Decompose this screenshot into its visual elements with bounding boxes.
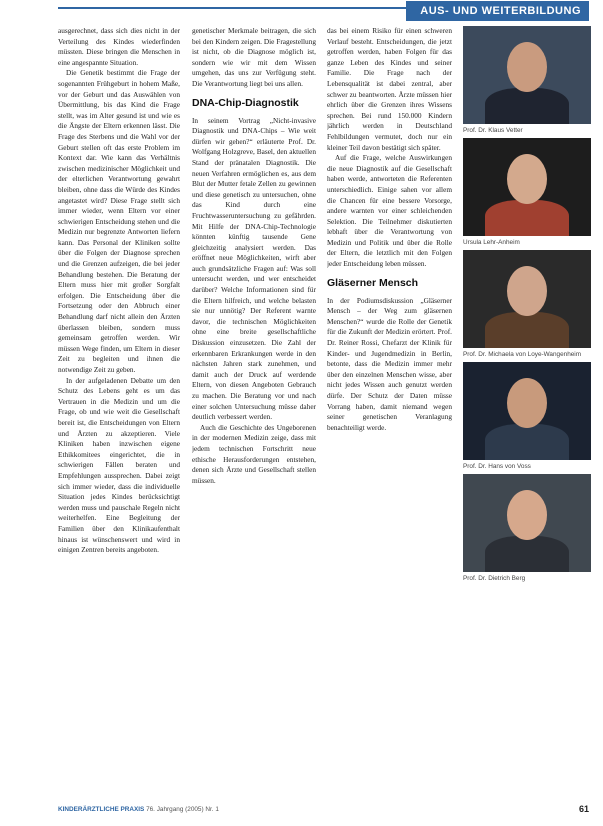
text-column-3 xyxy=(327,26,452,778)
photo-caption: Ursula Lehr-Anheim xyxy=(463,239,520,246)
portrait-photo xyxy=(463,26,591,124)
section-heading-dna-chip: DNA-Chip-Diagnostik xyxy=(192,96,299,109)
paragraph: In der aufgeladenen Debatte um den Schutz des Lebens geht es um das Vertrauen in die Medizin und um die Frage, ob und wie weit die Gesellschaft bereit ist, die Entscheidungen von Eltern und Ärzten zu akzeptieren. Viele Kliniken haben inzwischen eigene Ethikkomitees eingerichtet, die in schwierigen Fällen beraten und Empfehlungen aussprechen. Dabei zeigt sich immer wieder, dass die individuelle Situation jedes Kindes berücksichtigt werden muss und pauschale Regeln nicht weiterhelfen. Eine Begleitung der Familien über den Klinikaufenthalt hinaus ist wünschenswert und wird in einigen Zentren bereits angeboten. xyxy=(58,375,180,555)
portrait-photo xyxy=(463,138,591,236)
paragraph: genetischer Merkmale beitragen, die sich bei den Kindern zeigen. Die Fragestellung ist nicht, ob die Diagnose möglich ist, sondern wie wir mit dem Wissen umgehen, das uns zur Verfügung steht. Die Verantwortung liegt bei uns allen. xyxy=(192,26,316,88)
paragraph: In der Podiumsdiskussion „Gläserner Mensch – der Weg zum gläsernen Menschen?“ wurde die Rolle der Genetik für die Zukunft der Medizin erörtert. Prof. Dr. Reiner Rossi, Chefarzt der Klinik für Kinder- und Jugendmedizin in Berlin, betonte, dass die Medizin immer mehr über den einzelnen Menschen wisse, aber nicht jedes Wissen auch genutzt werden dürfe. Der Schutz der Daten müsse Vorrang haben, damit niemand wegen seiner genetischen Veranlagung benachteiligt werde. xyxy=(327,295,452,432)
paragraph: In seinem Vortrag „Nicht-invasive Diagnostik und DNA-Chips – Wie weit dürfen wir gehen?“ erläuterte Prof. Dr. Wolfgang Holzgreve, Basel, den aktuellen Stand der pränatalen Diagnostik. Die neuen Verfahren ermöglichen es, aus dem Blut der Mutter fetale Zellen zu gewinnen und diese genetisch zu untersuchen, ohne das Kind durch eine Fruchtwasseruntersuchung zu gefährden. Mit Hilfe der DNA-Chip-Technologie könnten künftig tausende Gene gleichzeitig analysiert werden. Das eröffnet neue Möglichkeiten, wirft aber auch grundsätzliche Fragen auf: Was soll untersucht werden, und wer entscheidet darüber? Welche Informationen sind für die Eltern hilfreich, und welche belasten sie nur unnötig? Der Referent warnte davor, die technischen Möglichkeiten ohne eine breite gesellschaftliche Diskussion einzusetzen. Die Zahl der erkennbaren Erkrankungen werde in den nächsten Jahren stark zunehmen, und damit auch der Druck auf werdende Eltern, von diesen Angeboten Gebrauch zu machen. Die Beratung vor und nach einer solchen Untersuchung müsse daher deutlich verbessert werden. xyxy=(192,115,316,422)
page-header xyxy=(0,0,603,22)
paragraph: das bei einem Risiko für einen schweren Verlauf besteht. Entscheidungen, die jetzt getroffen werden, haben Folgen für das ganze Leben des Kindes und seiner Familie. Die Frage nach der Lebensqualität ist dabei zentral, aber schwer zu beantworten. Ärzte müssen hier ehrlich über die Grenzen ihres Wissens sprechen. Bei rund 150.000 Kindern jährlich werden in Deutschland Fehlbildungen vermutet, doch nur ein kleiner Teil davon bestätigt sich später. xyxy=(327,26,452,152)
journal-name: KINDERÄRZTLICHE PRAXIS xyxy=(58,806,145,813)
photo-caption: Prof. Dr. Klaus Vetter xyxy=(463,127,523,134)
text-column-2 xyxy=(192,26,316,778)
portrait-sidebar xyxy=(463,26,591,586)
paragraph: ausgerechnet, dass sich dies nicht in der Verteilung des Kindes wiederfinden müssten. Diese bringen die Menschen in eine angespannte Situation. xyxy=(58,26,180,67)
portrait-photo xyxy=(463,250,591,348)
portrait-photo xyxy=(463,474,591,572)
portrait-photo xyxy=(463,362,591,460)
page-footer xyxy=(58,806,589,818)
photo-caption: Prof. Dr. Michaela von Loye-Wangenheim xyxy=(463,351,582,358)
paragraph: Auf die Frage, welche Auswirkungen die neue Diagnostik auf die Gesellschaft haben werde, antworteten die Referenten unterschiedlich. Einige sahen vor allem die Chancen für eine bessere Vorsorge, andere warnten vor einer schleichenden Selektion. Die Teilnehmer diskutierten lebhaft über die Verantwortung von Medizin und Politik und über die Rolle der Eltern, die letztlich mit den Folgen jeder Entscheidung leben müssen. xyxy=(327,153,452,269)
paragraph: Auch die Geschichte des Ungeborenen in der modernen Medizin zeige, dass mit jedem technischen Fortschritt neue ethische Herausforderungen entstehen, denen sich Ärzte und Gesellschaft stellen müssen. xyxy=(192,422,316,485)
photo-caption: Prof. Dr. Hans von Voss xyxy=(463,463,531,470)
issue-info: 76. Jahrgang (2005) Nr. 1 xyxy=(146,806,219,813)
photo-caption: Prof. Dr. Dietrich Berg xyxy=(463,575,526,582)
text-column-1 xyxy=(58,26,180,778)
section-title: AUS- UND WEITERBILDUNG xyxy=(406,1,589,21)
paragraph: Die Genetik bestimmt die Frage der sogenannten Frühgeburt in hohem Maße, vor der Geburt und das Auswählen von Übermittlung, bis das Kind die Frage stellt, was im Alter gesund ist und wie es die Ängste der Eltern erkennen lässt. Die Frage des Sterbens und die Wahl vor der Geburt stellen oft das erste Problem im Kontext dar. Wie kann das Verhältnis zwischen medizinischer Möglichkeit und der elterlichen Verantwortung gewahrt bleiben, ohne dass die Würde des Kindes angetastet wird? Diese Frage stellt sich immer wieder, wenn Eltern vor einer schwierigen Entscheidung stehen und die Medizin nur begrenzte Antworten liefern kann. Das Personal der Kliniken sollte über die Folgen der Diagnose sprechen und die Grenzen aufzeigen, die bei jeder Behandlung bestehen. Die Beratung der Eltern muss hier mit großer Sorgfalt erfolgen. Die Entscheidung über die Fortsetzung oder den Abbruch einer Behandlung darf nicht allein den Ärzten überlassen bleiben, sondern muss gemeinsam getroffen werden. Wir müssen Wege finden, um Eltern in dieser Zeit zu begleiten und ihnen die notwendige Zeit zu geben. xyxy=(58,68,180,374)
page-number: 61 xyxy=(578,804,589,814)
section-heading-glaeserner-mensch: Gläserner Mensch xyxy=(327,276,419,289)
